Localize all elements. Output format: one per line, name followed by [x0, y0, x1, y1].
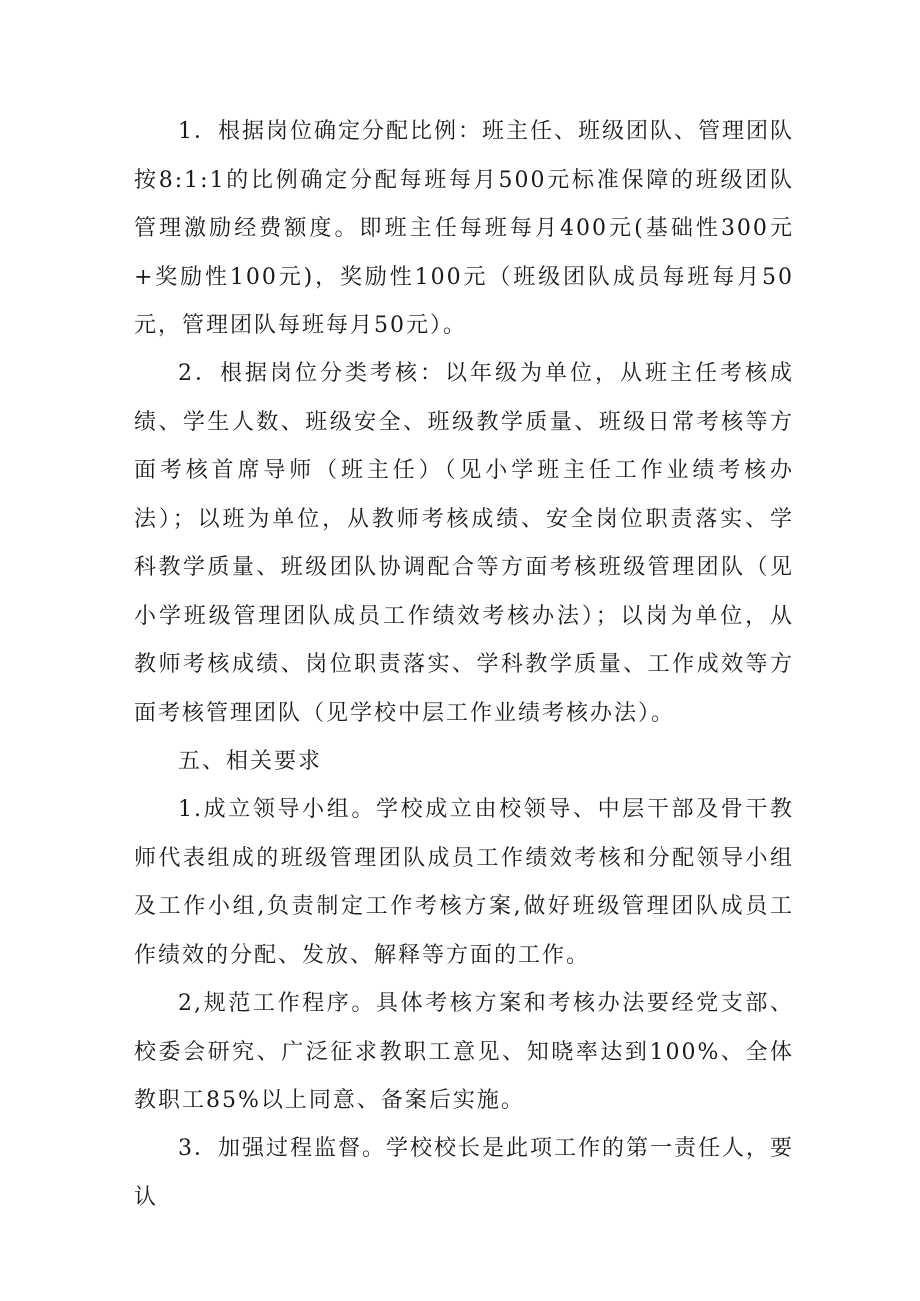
requirement-block-3: [134, 1125, 794, 1222]
requirement-process-supervision: 3．加强过程监督。学校校长是此项工作的第一责任人，要认: [134, 1136, 794, 1210]
requirement-leadership-group: 1.成立领导小组。学校成立由校领导、中层干部及骨干教师代表组成的班级管理团队成员工作绩效考核和分配领导小组及工作小组,负责制定工作考核方案,做好班级管理团队成员工作绩效的分配、发放、解释等方面的工作。: [134, 797, 794, 968]
section-heading: 五、相关要求: [178, 749, 323, 774]
paragraph-block-2: [134, 350, 794, 738]
requirement-block-2: [134, 980, 794, 1126]
paragraph-classified-assessment: 2．根据岗位分类考核：以年级为单位，从班主任考核成绩、学生人数、班级安全、班级教学质量、班级日常考核等方面考核首席导师（班主任）（见小学班主任工作业绩考核办法）；以班为单位，从教师考核成绩、安全岗位职责落实、学科教学质量、班级团队协调配合等方面考核班级管理团队（见小学班级管理团队成员工作绩效考核办法）；以岗为单位，从教师考核成绩、岗位职责落实、学科教学质量、工作成效等方面考核管理团队（见学校中层工作业绩考核办法）。: [134, 361, 794, 726]
heading-block: [134, 738, 794, 787]
requirement-work-procedure: 2,规范工作程序。具体考核方案和考核办法要经党支部、校委会研究、广泛征求教职工意见、知晓率达到100%、全体教职工85%以上同意、备案后实施。: [134, 991, 794, 1113]
requirement-block-1: [134, 786, 794, 980]
paragraph-block-1: [134, 108, 794, 351]
paragraph-allocation-ratio: 1．根据岗位确定分配比例：班主任、班级团队、管理团队按8:1:1的比例确定分配每班每月500元标准保障的班级团队管理激励经费额度。即班主任每班每月400元(基础性300元+奖励性100元)，奖励性100元（班级团队成员每班每月50元，管理团队每班每月50元）。: [134, 119, 794, 338]
